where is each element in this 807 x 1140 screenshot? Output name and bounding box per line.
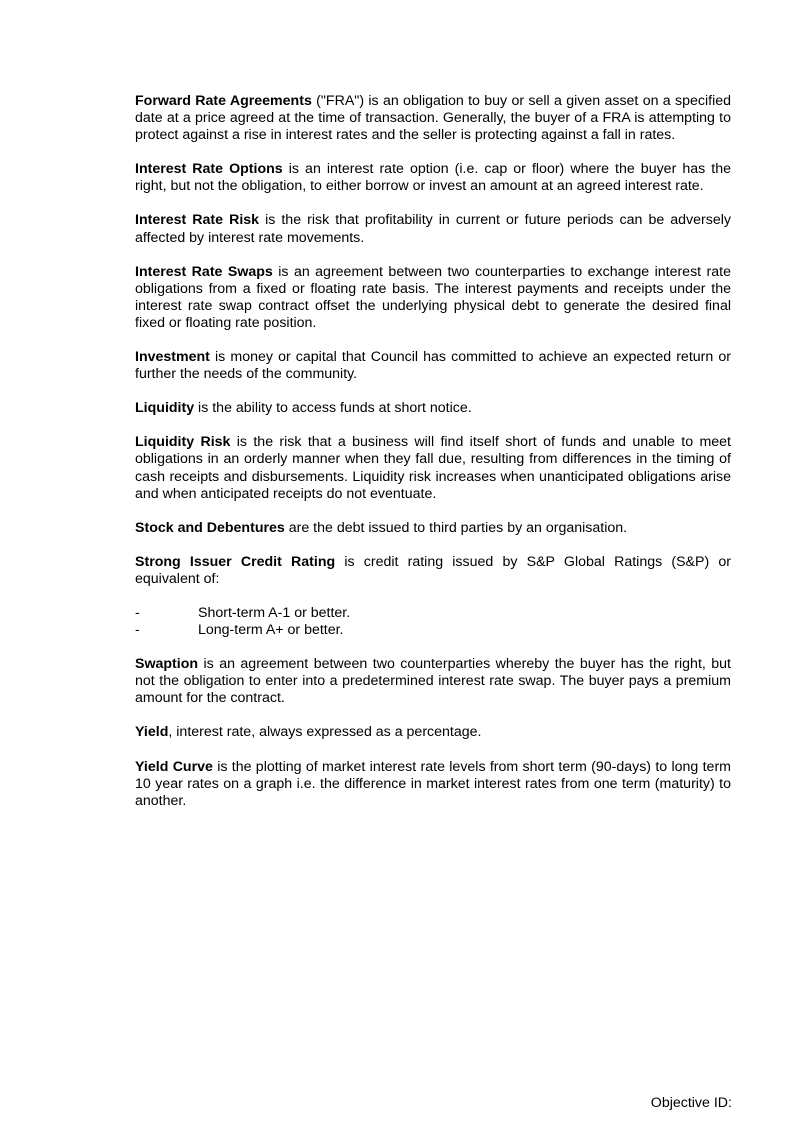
glossary-term: Liquidity — [135, 400, 195, 417]
glossary-definition: ("FRA") is an obligation to buy or sell a given asset on a specified date at a price agreed at the time of transaction. Generally, the buyer of a FRA is attempting to protect against a rise in interest rates and the seller is protecting against a fall in rates. — [135, 93, 732, 144]
glossary-definition: is the risk that a business will find itself short of funds and unable to meet obligations in an orderly manner when they fall due, resulting from differences in the timing of cash receipts and disbursements. Liquidity risk increases when unanticipated obligations arise and when anticipated receipts do not eventuate. — [135, 434, 731, 502]
glossary-definition: , interest rate, always expressed as a percentage. — [168, 724, 482, 741]
glossary-term: Swaption — [135, 656, 199, 673]
list-item-text: Long-term A+ or better. — [198, 622, 344, 639]
list-item — [135, 605, 731, 622]
glossary-definition: is money or capital that Council has committed to achieve an expected return or further the needs of the community. — [135, 349, 731, 383]
glossary-term: Investment — [135, 349, 210, 366]
glossary-term: Forward Rate Agreements — [135, 93, 312, 109]
glossary-definition: is an agreement between two counterparties to exchange interest rate obligations from a fixed or floating rate basis. The interest payments and receipts under the interest rate swap contract offset the underlying physical debt to generate the desired final fixed or floating rate position. — [135, 263, 731, 331]
glossary-definition: are the debt issued to third parties by an organisation. — [284, 519, 628, 536]
glossary-entry-interest-rate-options — [135, 161, 731, 195]
list-dash: - — [135, 622, 140, 639]
glossary-term: Yield — [135, 724, 169, 741]
list-item-text: Short-term A-1 or better. — [198, 604, 351, 621]
glossary-term: Yield Curve — [135, 758, 213, 775]
glossary-term: Liquidity Risk — [135, 434, 231, 451]
glossary-entry-yield — [135, 724, 731, 741]
glossary-entry-liquidity — [135, 400, 731, 417]
glossary-content — [135, 93, 731, 827]
glossary-entry-interest-rate-swaps — [135, 264, 731, 332]
list-dash: - — [135, 604, 140, 621]
glossary-definition: is an agreement between two counterparties whereby the buyer has the right, but not the obligation to enter into a predetermined interest rate swap. The buyer pays a premium amount for the contract. — [135, 656, 731, 707]
glossary-entry-investment — [135, 349, 731, 383]
glossary-entry-strong-issuer-credit-rating — [135, 554, 731, 588]
glossary-term: Interest Rate Swaps — [135, 263, 273, 280]
glossary-entry-yield-curve — [135, 759, 731, 810]
glossary-term: Stock and Debentures — [135, 519, 285, 536]
glossary-definition: is the plotting of market interest rate levels from short term (90-days) to long term 10 year rates on a graph i.e. the difference in market interest rates from one term (maturity) to another. — [135, 758, 731, 809]
glossary-definition: is the ability to access funds at short notice. — [194, 400, 472, 417]
objective-id-footer: Objective ID: — [650, 1095, 732, 1111]
glossary-term: Interest Rate Options — [135, 161, 283, 178]
glossary-entry-stock-and-debentures — [135, 520, 731, 537]
glossary-definition: is an interest rate option (i.e. cap or floor) where the buyer has the right, but not the obligation, to either borrow or invest an amount at an agreed interest rate. — [135, 161, 731, 195]
glossary-entry-fra — [135, 93, 731, 144]
glossary-entry-interest-rate-risk — [135, 212, 731, 246]
glossary-term: Strong Issuer Credit Rating — [135, 553, 336, 570]
glossary-definition: is credit rating issued by S&P Global Ratings (S&P) or equivalent of: — [135, 553, 731, 587]
glossary-entry-swaption — [135, 656, 731, 707]
glossary-entry-liquidity-risk — [135, 434, 731, 502]
glossary-term: Interest Rate Risk — [135, 212, 260, 229]
glossary-definition: is the risk that profitability in current or future periods can be adversely affected by interest rate movements. — [135, 212, 731, 246]
list-item — [135, 622, 731, 639]
credit-rating-list — [135, 605, 731, 639]
